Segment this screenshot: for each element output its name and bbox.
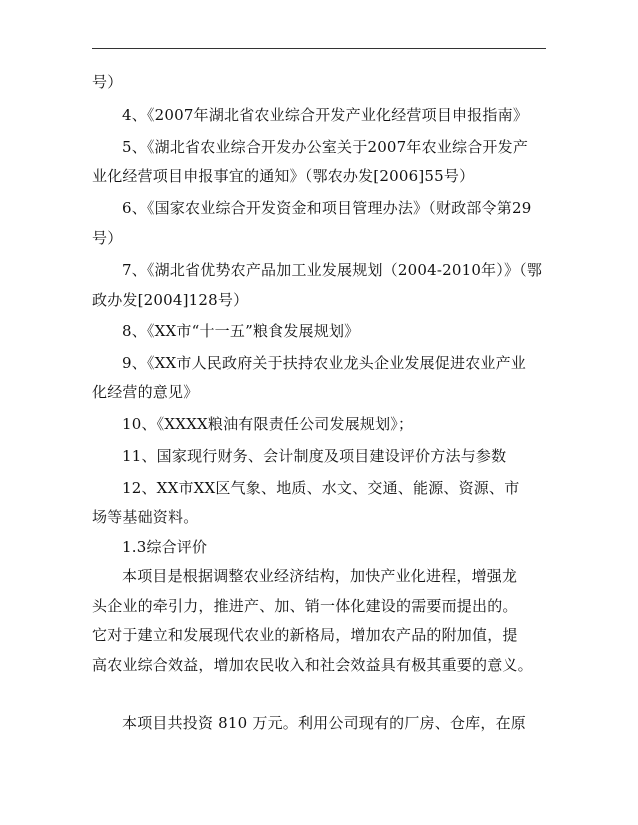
paragraph-line-4: 高农业综合效益，增加农民收入和社会效益具有极其重要的意义。 [92,656,533,674]
reference-item-9-cont: 化经营的意见》 [92,383,199,401]
paragraph-2-line-1: 本项目共投资 810 万元。利用公司现有的厂房、仓库，在原 [122,714,526,732]
reference-item-12: 12、XX市XX区气象、地质、水文、交通、能源、资源、市 [122,479,520,497]
section-heading: 1.3综合评价 [122,538,208,556]
reference-item-6-cont: 号） [92,229,123,247]
reference-item-7-cont: 政办发[2004]128号） [92,291,249,309]
reference-item-10: 10、《XXXX粮油有限责任公司发展规划》； [122,415,414,433]
paragraph-line-2: 头企业的牵引力，推进产、加、销一体化建设的需要而提出的。 [92,597,518,615]
reference-item-8: 8、《XX市“十一五”粮食发展规划》 [122,322,360,340]
paragraph-line-3: 它对于建立和发展现代农业的新格局，增加农产品的附加值，提 [92,626,518,644]
reference-item-11: 11、国家现行财务、会计制度及项目建设评价方法与参数 [122,447,507,465]
text-line-1: 号） [92,73,123,91]
reference-item-9: 9、《XX市人民政府关于扶持农业龙头企业发展促进农业产业 [122,354,527,372]
reference-item-4: 4、《2007年湖北省农业综合开发产业化经营项目申报指南》 [122,106,529,124]
paragraph-line-1: 本项目是根据调整农业经济结构，加快产业化进程，增强龙 [122,567,518,585]
reference-item-6: 6、《国家农业综合开发资金和项目管理办法》（财政部令第29 [122,199,532,217]
reference-item-12-cont: 场等基础资料。 [92,508,199,526]
reference-item-5: 5、《湖北省农业综合开发办公室关于2007年农业综合开发产 [122,138,529,156]
header-rule [92,48,546,49]
reference-item-7: 7、《湖北省优势农产品加工业发展规划（2004-2010年）》（鄂 [122,261,543,279]
reference-item-5-cont: 业化经营项目申报事宜的通知》（鄂农办发[2006]55号） [92,167,475,185]
